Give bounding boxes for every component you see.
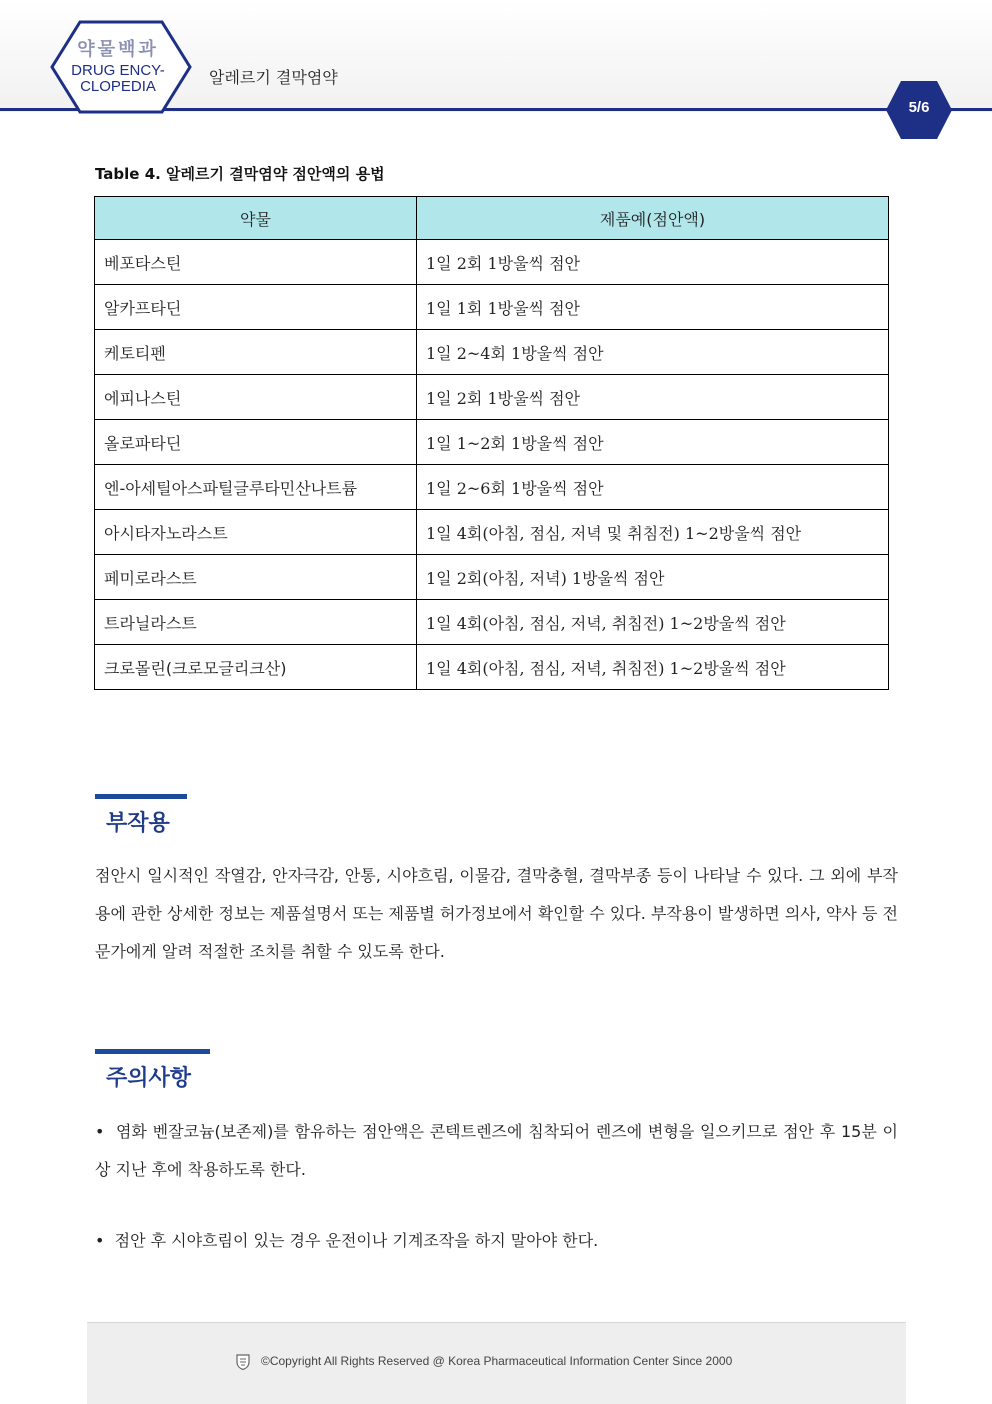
usage-cell: 1일 2회 1방울씩 점안 bbox=[417, 240, 889, 285]
usage-cell: 1일 4회(아침, 점심, 저녁, 취침전) 1~2방울씩 점안 bbox=[417, 645, 889, 690]
logo-english-line2: CLOPEDIA bbox=[80, 77, 156, 95]
dosage-table bbox=[94, 196, 889, 690]
usage-cell: 1일 1회 1방울씩 점안 bbox=[417, 285, 889, 330]
drug-cell: 트라닐라스트 bbox=[95, 600, 417, 645]
usage-cell: 1일 4회(아침, 점심, 저녁, 취침전) 1~2방울씩 점안 bbox=[417, 600, 889, 645]
usage-cell: 1일 2~4회 1방울씩 점안 bbox=[417, 330, 889, 375]
usage-cell: 1일 1~2회 1방울씩 점안 bbox=[417, 420, 889, 465]
logo-english-line1: DRUG ENCY- bbox=[71, 61, 165, 79]
drug-cell: 올로파타딘 bbox=[95, 420, 417, 465]
table-caption: Table 4. 알레르기 결막염약 점안액의 용법 bbox=[95, 165, 385, 183]
table-row bbox=[95, 240, 889, 285]
usage-cell: 1일 2~6회 1방울씩 점안 bbox=[417, 465, 889, 510]
logo-korean: 약물백과 bbox=[77, 39, 159, 59]
section-title-side-effects: 부작용 bbox=[106, 811, 170, 836]
shield-emblem-icon bbox=[235, 1354, 251, 1370]
table-row bbox=[95, 465, 889, 510]
precaution-text: 점안 후 시야흐림이 있는 경우 운전이나 기계조작을 하지 말아야 한다. bbox=[114, 1231, 599, 1250]
table-header-row bbox=[95, 197, 889, 240]
document-title: 알레르기 결막염약 bbox=[209, 68, 338, 87]
usage-cell: 1일 4회(아침, 점심, 저녁 및 취침전) 1~2방울씩 점안 bbox=[417, 510, 889, 555]
table-row bbox=[95, 420, 889, 465]
bullet-icon: • bbox=[95, 1122, 116, 1141]
page-number: 5/6 bbox=[908, 99, 930, 116]
drug-cell: 에피나스틴 bbox=[95, 375, 417, 420]
side-effects-text: 점안시 일시적인 작열감, 안자극감, 안통, 시야흐림, 이물감, 결막충혈, 결막부종 등이 나타날 수 있다. 그 외에 부작용에 관한 상세한 정보는 제품설명서 또는 제품별 허가정보에서 확인할 수 있다. 부작용이 발생하면 의사, 약사 등 전문가에게 알려 적절한 조치를 취할 수 있도록 한다. bbox=[95, 866, 898, 961]
table-row bbox=[95, 375, 889, 420]
column-header-drug: 약물 bbox=[95, 197, 417, 240]
precaution-item bbox=[95, 1222, 898, 1260]
copyright-text: ©Copyright All Rights Reserved @ Korea Pharmaceutical Information Center Since 2000 bbox=[261, 1354, 733, 1368]
drug-cell: 알카프타딘 bbox=[95, 285, 417, 330]
table-row bbox=[95, 285, 889, 330]
table-row bbox=[95, 555, 889, 600]
precaution-item bbox=[95, 1113, 898, 1189]
section-accent-bar bbox=[95, 794, 187, 799]
drug-cell: 아시타자노라스트 bbox=[95, 510, 417, 555]
column-header-product: 제품예(점안액) bbox=[417, 197, 889, 240]
site-logo[interactable] bbox=[58, 40, 178, 94]
drug-cell: 케토티펜 bbox=[95, 330, 417, 375]
table-row bbox=[95, 600, 889, 645]
section-title-precautions: 주의사항 bbox=[106, 1066, 192, 1091]
drug-cell: 베포타스틴 bbox=[95, 240, 417, 285]
table-row bbox=[95, 645, 889, 690]
drug-cell: 크로몰린(크로모글리크산) bbox=[95, 645, 417, 690]
table-row bbox=[95, 510, 889, 555]
usage-cell: 1일 2회(아침, 저녁) 1방울씩 점안 bbox=[417, 555, 889, 600]
precaution-text: 염화 벤잘코늄(보존제)를 함유하는 점안액은 콘텍트렌즈에 침착되어 렌즈에 변형을 일으키므로 점안 후 15분 이상 지난 후에 착용하도록 한다. bbox=[95, 1122, 898, 1179]
drug-cell: 엔-아세틸아스파틸글루타민산나트륨 bbox=[95, 465, 417, 510]
usage-cell: 1일 2회 1방울씩 점안 bbox=[417, 375, 889, 420]
section-accent-bar bbox=[95, 1049, 210, 1054]
table-row bbox=[95, 330, 889, 375]
drug-cell: 페미로라스트 bbox=[95, 555, 417, 600]
bullet-icon: • bbox=[95, 1231, 115, 1250]
